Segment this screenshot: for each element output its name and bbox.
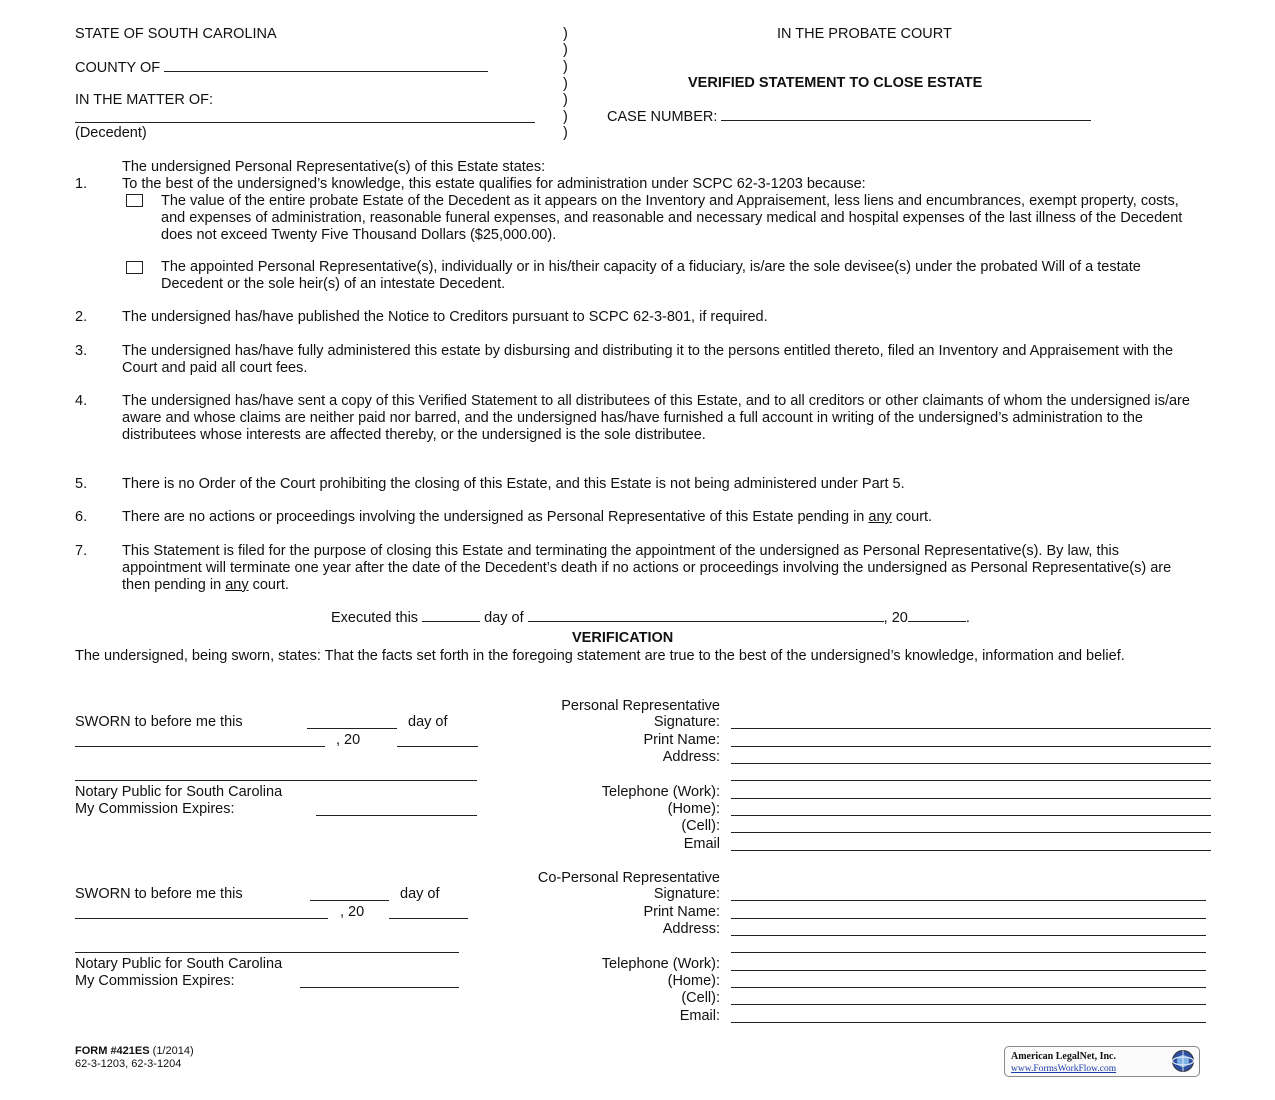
telephone-work-label: Telephone (Work): — [601, 956, 720, 972]
caption-paren: ) — [563, 42, 568, 58]
rep-header: Personal Representative — [561, 698, 720, 714]
notary-public-label: Notary Public for South Carolina — [75, 784, 283, 800]
decedent-name-field[interactable] — [75, 122, 535, 123]
court-label: IN THE PROBATE COURT — [777, 26, 952, 42]
item-number: 7. — [75, 543, 88, 559]
sworn-year-field[interactable] — [397, 746, 478, 747]
co-rep-address-field-2[interactable] — [731, 952, 1206, 953]
state-label: STATE OF SOUTH CAROLINA — [75, 26, 277, 42]
commission-expires-field[interactable] — [316, 815, 477, 816]
commission-label: My Commission Expires: — [75, 801, 235, 817]
sworn-year-field-2[interactable] — [389, 918, 468, 919]
signature-label: Signature: — [653, 886, 720, 902]
publisher-name: American LegalNet, Inc. — [1011, 1051, 1116, 1062]
rep-address-field-2[interactable] — [731, 780, 1211, 781]
item-text: To the best of the undersigned’s knowledge, this estate qualifies for administration under SCPC 62-3-1203 because: — [122, 176, 866, 192]
notary-public-label: Notary Public for South Carolina — [75, 956, 283, 972]
sworn-day-field[interactable] — [307, 728, 397, 729]
item-number: 3. — [75, 343, 88, 359]
executed-line: Executed this day of , 20 . — [331, 610, 970, 626]
executed-year-field[interactable] — [908, 609, 966, 622]
comma-20-label: , 20 — [340, 904, 365, 920]
rep-tel-cell-field[interactable] — [731, 832, 1211, 833]
globe-icon — [1171, 1049, 1195, 1073]
sworn-label: SWORN to before me this — [75, 886, 243, 902]
item-text: The undersigned has/have fully administered this estate by disbursing and distributing it to the persons entitled thereto, filed an Inventory and Appraisement with the Court and paid all court fees. — [122, 343, 1174, 376]
sworn-label: SWORN to before me this — [75, 714, 243, 730]
day-of-label: day of — [408, 714, 448, 730]
telephone-home-label: (Home): — [667, 973, 720, 989]
form-id: FORM #421ES — [75, 1045, 150, 1057]
item-number: 5. — [75, 476, 88, 492]
executed-day-field[interactable] — [422, 609, 480, 622]
co-rep-header: Co-Personal Representative — [537, 870, 720, 886]
notary-signature-field[interactable] — [75, 780, 477, 781]
caption-paren: ) — [563, 125, 568, 141]
form-title: VERIFIED STATEMENT TO CLOSE ESTATE — [688, 75, 983, 91]
rep-email-field[interactable] — [731, 850, 1211, 851]
caption-paren: ) — [563, 109, 568, 125]
form-footer — [75, 1045, 194, 1071]
publisher-logo[interactable] — [1004, 1046, 1200, 1077]
co-rep-print-name-field[interactable] — [731, 918, 1206, 919]
item-text: There is no Order of the Court prohibiting the closing of this Estate, and this Estate is not being administered under Part 5. — [122, 476, 905, 492]
item-number: 4. — [75, 393, 88, 409]
telephone-cell-label: (Cell): — [681, 990, 720, 1006]
case-number-label: CASE NUMBER: — [607, 108, 1091, 126]
address-label: Address: — [662, 921, 720, 937]
email-label: Email: — [679, 1008, 720, 1024]
matter-label: IN THE MATTER OF: — [75, 92, 214, 108]
signature-label: Signature: — [653, 714, 720, 730]
item-text: There are no actions or proceedings involving the undersigned as Personal Representative of this Estate pending in any court. — [122, 509, 933, 525]
verification-text: The undersigned, being sworn, states: That the facts set forth in the foregoing statement are true to the best of the undersigned’s knowledge, information and belief. — [75, 648, 1125, 664]
option-checkbox-value[interactable] — [126, 194, 143, 207]
address-label: Address: — [662, 749, 720, 765]
caption-paren: ) — [563, 76, 568, 92]
verification-title: VERIFICATION — [572, 630, 674, 646]
item-number: 2. — [75, 309, 88, 325]
co-rep-signature-field[interactable] — [731, 900, 1206, 901]
option-text: The appointed Personal Representative(s), individually or in his/their capacity of a fiduciary, is/are the sole devisee(s) under the probated Will of a testate Decedent or the sole heir(s) of an intestate Decedent. — [161, 259, 1141, 292]
rep-signature-field[interactable] — [731, 728, 1211, 729]
decedent-label: (Decedent) — [75, 125, 147, 141]
commission-label: My Commission Expires: — [75, 973, 235, 989]
rep-print-name-field[interactable] — [731, 746, 1211, 747]
case-number-field[interactable] — [721, 108, 1091, 121]
sworn-day-field-2[interactable] — [310, 900, 389, 901]
commission-expires-field-2[interactable] — [300, 987, 459, 988]
telephone-home-label: (Home): — [667, 801, 720, 817]
county-field[interactable] — [164, 59, 488, 72]
statute-refs: 62-3-1203, 62-3-1204 — [75, 1058, 182, 1070]
item-number: 1. — [75, 176, 88, 192]
executed-month-field[interactable] — [528, 609, 884, 622]
rep-tel-work-field[interactable] — [731, 798, 1211, 799]
comma-20-label: , 20 — [336, 732, 361, 748]
day-of-label: day of — [400, 886, 440, 902]
option-checkbox-devisee[interactable] — [126, 261, 143, 274]
item-text: This Statement is filed for the purpose of closing this Estate and terminating the appointment of the undersigned as Personal Representative(s). By law, this appointment will terminate one year after the date of the Decedent’s death if no actions or proceedings involving the undersigned as Personal Representative(s) are then pending in any court. — [122, 543, 1172, 593]
form-date: (1/2014) — [152, 1045, 194, 1057]
co-rep-address-field[interactable] — [731, 935, 1206, 936]
rep-address-field[interactable] — [731, 763, 1211, 764]
publisher-link[interactable]: www.FormsWorkFlow.com — [1011, 1064, 1117, 1074]
telephone-cell-label: (Cell): — [681, 818, 720, 834]
telephone-work-label: Telephone (Work): — [601, 784, 720, 800]
sworn-month-field[interactable] — [75, 746, 325, 747]
co-rep-tel-home-field[interactable] — [731, 987, 1206, 988]
notary-signature-field-2[interactable] — [75, 952, 459, 953]
caption-paren: ) — [563, 92, 568, 108]
caption-paren: ) — [563, 59, 568, 75]
co-rep-tel-work-field[interactable] — [731, 970, 1206, 971]
caption-paren: ) — [563, 26, 568, 42]
print-name-label: Print Name: — [643, 904, 720, 920]
email-label: Email — [683, 836, 720, 852]
option-text: The value of the entire probate Estate of the Decedent as it appears on the Inventory and Appraisement, less liens and encumbrances, exempt property, costs, and expenses of administration, reasonable funeral expenses, and reasonable and necessary medical and hospital expenses of the last illness of the Decedent does not exceed Twenty Five Thousand Dollars ($25,000.00). — [161, 193, 1183, 243]
co-rep-tel-cell-field[interactable] — [731, 1004, 1206, 1005]
rep-tel-home-field[interactable] — [731, 815, 1211, 816]
item-text: The undersigned has/have published the Notice to Creditors pursuant to SCPC 62-3-801, if required. — [122, 309, 768, 325]
sworn-month-field-2[interactable] — [75, 918, 328, 919]
print-name-label: Print Name: — [643, 732, 720, 748]
intro-text: The undersigned Personal Representative(s) of this Estate states: — [122, 159, 546, 175]
item-number: 6. — [75, 509, 88, 525]
co-rep-email-field[interactable] — [731, 1022, 1206, 1023]
item-text: The undersigned has/have sent a copy of this Verified Statement to all distributees of this Estate, and to all creditors or other claimants of whom the undersigned is/are aware and whose claims are neither paid nor barred, and the undersigned has/have furnished a full account in writing of the undersigned’s administration to the distributees whose interests are affected thereby, or the undersigned is the sole distributee. — [122, 393, 1190, 443]
county-label: COUNTY OF — [75, 59, 488, 77]
